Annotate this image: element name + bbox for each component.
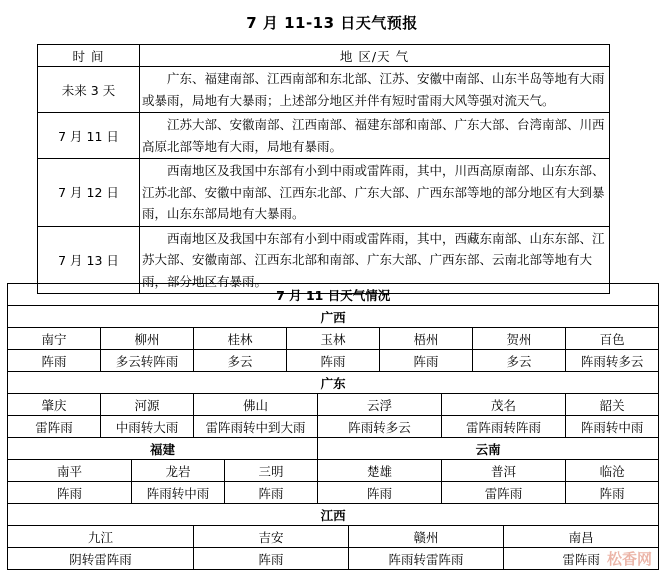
forecast-row xyxy=(38,113,610,159)
header-time: 时 间 xyxy=(38,45,140,67)
weather-title: 7 月 11 日天气情况 xyxy=(8,284,659,306)
city-cell: 柳州 xyxy=(101,328,194,350)
city-cell: 吉安 xyxy=(194,526,349,548)
weather-cell: 阵雨 xyxy=(225,482,318,504)
weather-cell: 中雨转大雨 xyxy=(101,416,194,438)
forecast-text: 西南地区及我国中东部有小到中雨或雷阵雨，其中，川西高原南部、山东东部、江苏北部、安徽中南部、江西东北部、广东大部、广西东部等地的部分地区有大到暴雨，山东东部局地有大暴雨。 xyxy=(142,163,605,221)
weather-cell: 阵雨 xyxy=(194,548,349,570)
city-cell: 南昌 xyxy=(504,526,659,548)
weather-row xyxy=(8,350,659,372)
weather-cell: 阵雨转多云 xyxy=(318,416,442,438)
weather-cell: 阵雨 xyxy=(566,482,659,504)
weather-row xyxy=(8,548,659,570)
city-row xyxy=(8,526,659,548)
weather-cell: 雷阵雨 xyxy=(442,482,566,504)
city-cell: 楚雄 xyxy=(318,460,442,482)
province-row xyxy=(8,504,659,526)
city-cell: 普洱 xyxy=(442,460,566,482)
city-cell: 韶关 xyxy=(566,394,659,416)
weather-cell: 雷阵雨 xyxy=(504,548,659,570)
forecast-row xyxy=(38,67,610,113)
city-cell: 肇庆 xyxy=(8,394,101,416)
weather-row xyxy=(8,416,659,438)
city-cell: 百色 xyxy=(566,328,659,350)
province-guangdong: 广东 xyxy=(8,372,659,394)
forecast-time: 未来 3 天 xyxy=(38,67,140,113)
city-row xyxy=(8,394,659,416)
forecast-time: 7 月 12 日 xyxy=(38,159,140,227)
city-cell: 赣州 xyxy=(349,526,504,548)
city-cell: 河源 xyxy=(101,394,194,416)
province-fujian: 福建 xyxy=(8,438,318,460)
city-cell: 云浮 xyxy=(318,394,442,416)
weather-cell: 阵雨转多云 xyxy=(566,350,659,372)
city-row xyxy=(8,460,659,482)
city-cell: 贺州 xyxy=(473,328,566,350)
city-cell: 佛山 xyxy=(194,394,318,416)
weather-table xyxy=(7,283,659,570)
weather-row xyxy=(8,482,659,504)
forecast-text: 西南地区及我国中东部有小到中雨或雷阵雨，其中，西藏东南部、山东东部、江苏大部、安徽南部、江西东北部和南部、广东大部、广西东部、云南北部等地有大雨，部分地区有暴雨。 xyxy=(142,230,605,289)
weather-title-row xyxy=(8,284,659,306)
weather-cell: 阵雨转中雨 xyxy=(132,482,225,504)
weather-cell: 阵雨 xyxy=(318,482,442,504)
city-row xyxy=(8,328,659,350)
forecast-time: 7 月 11 日 xyxy=(38,113,140,159)
forecast-text: 江苏大部、安徽南部、江西南部、福建东部和南部、广东大部、台湾南部、川西高原北部等地有大雨，局地有暴雨。 xyxy=(142,117,605,154)
weather-cell: 多云 xyxy=(194,350,287,372)
forecast-table xyxy=(37,44,610,294)
weather-cell: 阵雨转雷阵雨 xyxy=(349,548,504,570)
city-cell: 玉林 xyxy=(287,328,380,350)
province-row xyxy=(8,372,659,394)
province-yunnan: 云南 xyxy=(318,438,659,460)
province-guangxi: 广西 xyxy=(8,306,659,328)
weather-cell: 雷阵雨转中到大雨 xyxy=(194,416,318,438)
province-row xyxy=(8,306,659,328)
weather-cell: 多云转阵雨 xyxy=(101,350,194,372)
province-jiangxi: 江西 xyxy=(8,504,659,526)
weather-cell: 阵雨 xyxy=(380,350,473,372)
city-cell: 南平 xyxy=(8,460,132,482)
weather-cell: 阵雨 xyxy=(287,350,380,372)
weather-cell: 阵雨 xyxy=(8,482,132,504)
city-cell: 龙岩 xyxy=(132,460,225,482)
weather-cell: 阵雨转中雨 xyxy=(566,416,659,438)
province-row xyxy=(8,438,659,460)
city-cell: 三明 xyxy=(225,460,318,482)
city-cell: 桂林 xyxy=(194,328,287,350)
weather-cell: 雷阵雨转阵雨 xyxy=(442,416,566,438)
weather-cell: 阵雨 xyxy=(8,350,101,372)
city-cell: 临沧 xyxy=(566,460,659,482)
weather-cell: 多云 xyxy=(473,350,566,372)
city-cell: 梧州 xyxy=(380,328,473,350)
page-title: 7 月 11-13 日天气预报 xyxy=(246,14,418,32)
watermark-logo: 松香网 xyxy=(606,550,652,568)
city-cell: 茂名 xyxy=(442,394,566,416)
weather-cell: 雷阵雨 xyxy=(8,416,101,438)
forecast-row xyxy=(38,159,610,227)
forecast-header-row xyxy=(38,45,610,67)
header-area: 地 区/天 气 xyxy=(140,45,610,67)
city-cell: 南宁 xyxy=(8,328,101,350)
weather-cell: 阴转雷阵雨 xyxy=(8,548,194,570)
forecast-time: 7 月 13 日 xyxy=(38,226,140,294)
city-cell: 九江 xyxy=(8,526,194,548)
forecast-text: 广东、福建南部、江西南部和东北部、江苏、安徽中南部、山东半岛等地有大雨或暴雨，局地有大暴雨；上述部分地区并伴有短时雷雨大风等强对流天气。 xyxy=(142,71,605,108)
